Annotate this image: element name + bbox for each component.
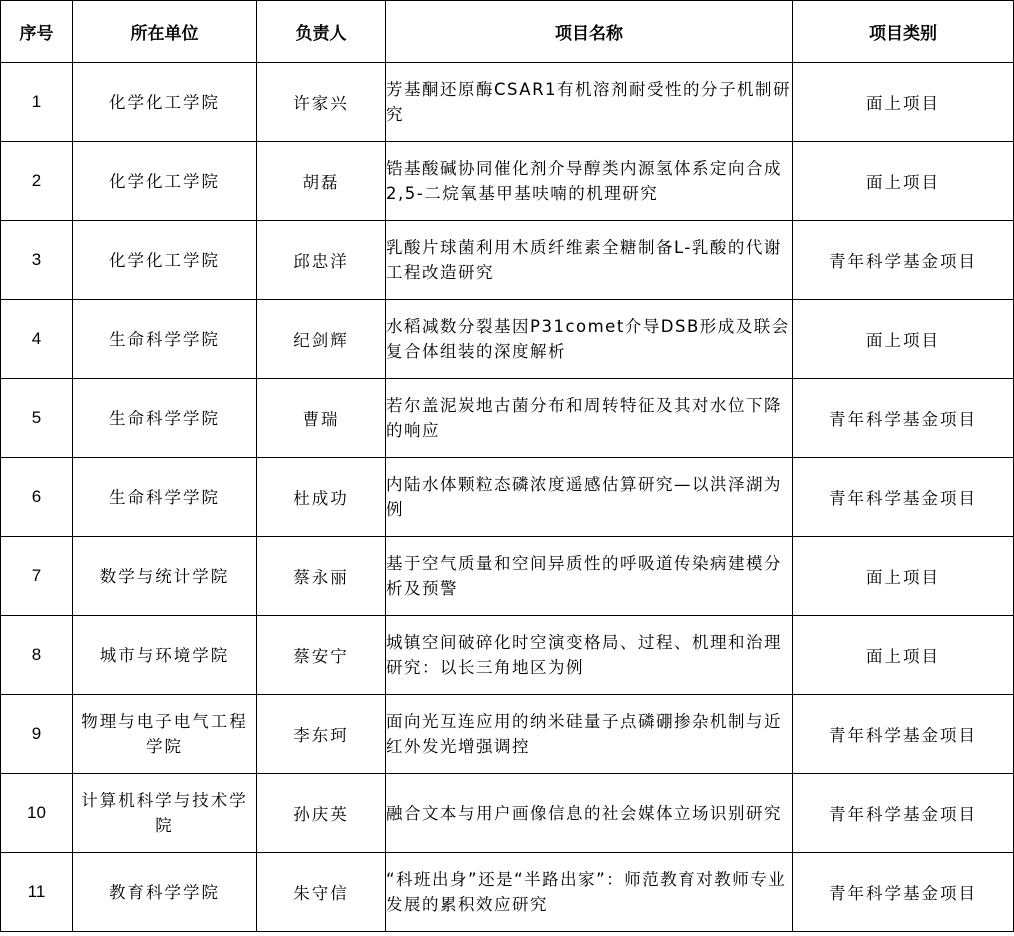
row-category: 青年科学基金项目 bbox=[793, 221, 1014, 300]
row-project: 城镇空间破碎化时空演变格局、过程、机理和治理研究：以长三角地区为例 bbox=[386, 616, 793, 695]
table-row bbox=[1, 616, 1014, 695]
row-project: 乳酸片球菌利用木质纤维素全糖制备L-乳酸的代谢工程改造研究 bbox=[386, 221, 793, 300]
header-category: 项目类别 bbox=[793, 1, 1014, 63]
row-project: 若尔盖泥炭地古菌分布和周转特征及其对水位下降的响应 bbox=[386, 379, 793, 458]
row-unit: 物理与电子电气工程学院 bbox=[73, 695, 257, 774]
row-category: 面上项目 bbox=[793, 616, 1014, 695]
table-row bbox=[1, 695, 1014, 774]
row-person: 李东珂 bbox=[257, 695, 386, 774]
row-category: 面上项目 bbox=[793, 537, 1014, 616]
row-person: 胡磊 bbox=[257, 142, 386, 221]
row-index: 6 bbox=[1, 458, 73, 537]
row-category: 面上项目 bbox=[793, 300, 1014, 379]
row-person: 杜成功 bbox=[257, 458, 386, 537]
row-category: 面上项目 bbox=[793, 142, 1014, 221]
row-project: 融合文本与用户画像信息的社会媒体立场识别研究 bbox=[386, 774, 793, 853]
row-unit: 教育科学学院 bbox=[73, 853, 257, 932]
table-row bbox=[1, 853, 1014, 932]
header-unit: 所在单位 bbox=[73, 1, 257, 63]
row-person: 纪剑辉 bbox=[257, 300, 386, 379]
row-unit: 计算机科学与技术学院 bbox=[73, 774, 257, 853]
table-row bbox=[1, 458, 1014, 537]
row-unit: 化学化工学院 bbox=[73, 142, 257, 221]
row-index: 10 bbox=[1, 774, 73, 853]
row-person: 蔡永丽 bbox=[257, 537, 386, 616]
row-unit: 化学化工学院 bbox=[73, 63, 257, 142]
row-index: 5 bbox=[1, 379, 73, 458]
row-index: 9 bbox=[1, 695, 73, 774]
row-category: 青年科学基金项目 bbox=[793, 774, 1014, 853]
header-row bbox=[1, 1, 1014, 63]
row-unit: 化学化工学院 bbox=[73, 221, 257, 300]
row-index: 3 bbox=[1, 221, 73, 300]
row-person: 蔡安宁 bbox=[257, 616, 386, 695]
row-unit: 生命科学学院 bbox=[73, 300, 257, 379]
row-category: 青年科学基金项目 bbox=[793, 458, 1014, 537]
row-project: 芳基酮还原酶CSAR1有机溶剂耐受性的分子机制研究 bbox=[386, 63, 793, 142]
header-index: 序号 bbox=[1, 1, 73, 63]
row-unit: 生命科学学院 bbox=[73, 379, 257, 458]
table-row bbox=[1, 537, 1014, 616]
row-unit: 生命科学学院 bbox=[73, 458, 257, 537]
row-person: 朱守信 bbox=[257, 853, 386, 932]
row-unit: 数学与统计学院 bbox=[73, 537, 257, 616]
row-person: 孙庆英 bbox=[257, 774, 386, 853]
row-index: 2 bbox=[1, 142, 73, 221]
table-row bbox=[1, 63, 1014, 142]
table-row bbox=[1, 142, 1014, 221]
row-project: 锆基酸碱协同催化剂介导醇类内源氢体系定向合成2,5-二烷氧基甲基呋喃的机理研究 bbox=[386, 142, 793, 221]
table-row bbox=[1, 379, 1014, 458]
row-unit: 城市与环境学院 bbox=[73, 616, 257, 695]
row-category: 青年科学基金项目 bbox=[793, 853, 1014, 932]
row-index: 11 bbox=[1, 853, 73, 932]
row-project: 基于空气质量和空间异质性的呼吸道传染病建模分析及预警 bbox=[386, 537, 793, 616]
row-person: 邱忠洋 bbox=[257, 221, 386, 300]
row-index: 7 bbox=[1, 537, 73, 616]
row-person: 许家兴 bbox=[257, 63, 386, 142]
row-category: 青年科学基金项目 bbox=[793, 695, 1014, 774]
row-category: 青年科学基金项目 bbox=[793, 379, 1014, 458]
row-index: 8 bbox=[1, 616, 73, 695]
row-index: 4 bbox=[1, 300, 73, 379]
table-row bbox=[1, 774, 1014, 853]
table-row bbox=[1, 221, 1014, 300]
row-project: “科班出身”还是“半路出家”：师范教育对教师专业发展的累积效应研究 bbox=[386, 853, 793, 932]
header-project: 项目名称 bbox=[386, 1, 793, 63]
row-category: 面上项目 bbox=[793, 63, 1014, 142]
row-project: 内陆水体颗粒态磷浓度遥感估算研究—以洪泽湖为例 bbox=[386, 458, 793, 537]
row-project: 水稻减数分裂基因P31comet介导DSB形成及联会复合体组装的深度解析 bbox=[386, 300, 793, 379]
row-project: 面向光互连应用的纳米硅量子点磷硼掺杂机制与近红外发光增强调控 bbox=[386, 695, 793, 774]
table-row bbox=[1, 300, 1014, 379]
header-person: 负责人 bbox=[257, 1, 386, 63]
row-index: 1 bbox=[1, 63, 73, 142]
row-person: 曹瑞 bbox=[257, 379, 386, 458]
